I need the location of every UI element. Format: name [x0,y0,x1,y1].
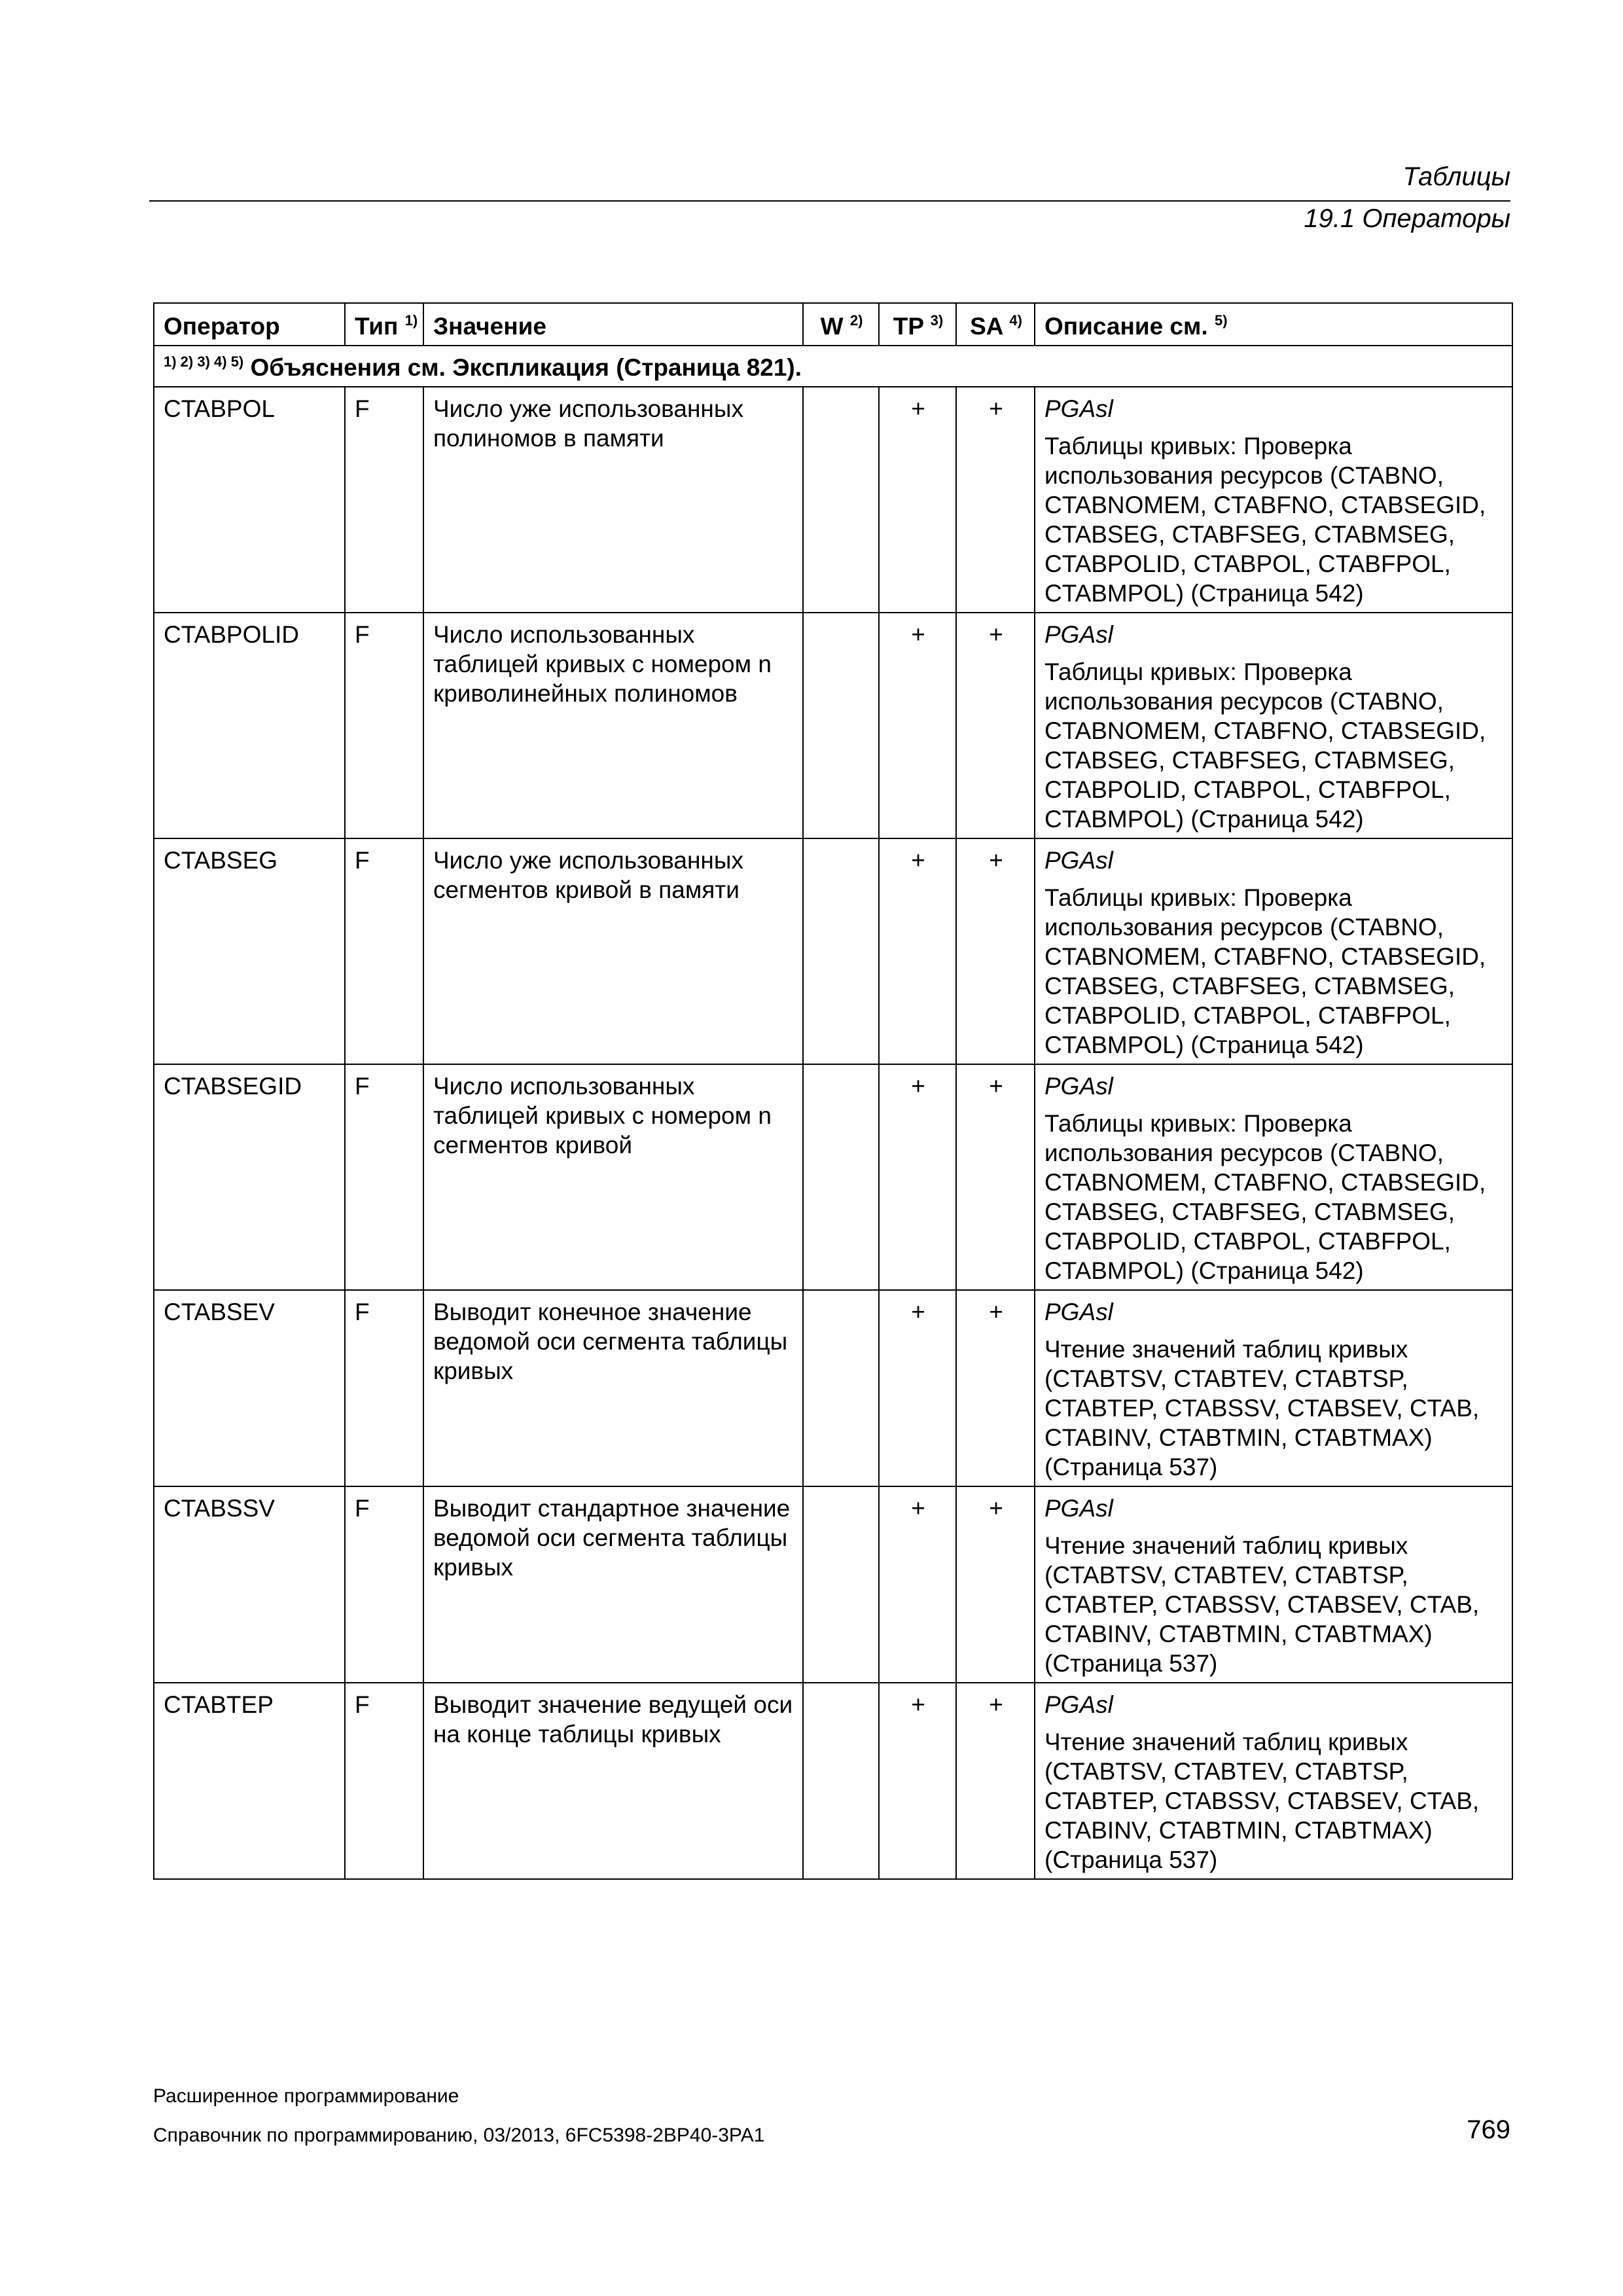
running-header-section: 19.1 Операторы [1304,204,1510,233]
col-header-operator: Оператор [154,303,345,346]
table-row [154,1290,1512,1486]
cell-type: F [345,387,423,613]
reference-tag: PGAsl [1044,1495,1113,1522]
cell-meaning: Число использованных таблицей кривых с номером n криволинейных полиномов [423,613,803,838]
footnote-row [154,346,1512,387]
cell-sa: + [956,1290,1035,1486]
footer-doc-info: Справочник по программированию, 03/2013, 6FC5398-2BP40-3PA1 [153,2125,765,2146]
cell-type: F [345,1683,423,1879]
footnote-cell [154,346,1512,387]
table-row [154,1683,1512,1879]
reference-tag: PGAsl [1044,1691,1113,1718]
cell-description [1035,1486,1512,1683]
table-row [154,1064,1512,1290]
col-header-description: Описание см. $^{5)}$ [1035,303,1512,346]
reference-tag: PGAsl [1044,1073,1113,1100]
reference-tag: PGAsl [1044,847,1113,874]
cell-operator: CTABSEG [154,838,345,1064]
table-row [154,838,1512,1064]
cell-operator: CTABSSV [154,1486,345,1683]
cell-type: F [345,613,423,838]
cell-w [803,387,879,613]
cell-w [803,838,879,1064]
cell-tp: + [879,838,956,1064]
cell-meaning: Число уже использованных сегментов кривой в памяти [423,838,803,1064]
cell-operator: CTABSEGID [154,1064,345,1290]
cell-operator: CTABPOLID [154,613,345,838]
running-header-title: Таблицы [1402,162,1510,191]
col-header-w: W $^{2)}$ [803,303,879,346]
cell-meaning: Выводит конечное значение ведомой оси сегмента таблицы кривых [423,1290,803,1486]
cell-sa: + [956,1683,1035,1879]
reference-tag: PGAsl [1044,395,1113,422]
footnote-marks: 1) 2) 3) 4) 5) [164,353,244,370]
reference-link[interactable]: Таблицы кривых: Проверка использования ресурсов (CTABNO, CTABNOMEM, CTABFNO, CTABSEGID, CTABSEG, CTABFSEG, CTABMSEG, CTABPOLID, CTABPOL, CTABFPOL, CTABMPOL) (Страница 542) [1044,1110,1486,1284]
footnote-text: Объяснения см. Экспликация (Страница 821). [250,354,802,381]
cell-operator: CTABPOL [154,387,345,613]
cell-w [803,1683,879,1879]
cell-tp: + [879,1290,956,1486]
reference-link[interactable]: Таблицы кривых: Проверка использования ресурсов (CTABNO, CTABNOMEM, CTABFNO, CTABSEGID, CTABSEG, CTABFSEG, CTABMSEG, CTABPOLID, CTABPOL, CTABFPOL, CTABMPOL) (Страница 542) [1044,658,1486,833]
cell-operator: CTABSEV [154,1290,345,1486]
cell-meaning: Число использованных таблицей кривых с номером n сегментов кривой [423,1064,803,1290]
cell-sa: + [956,387,1035,613]
cell-type: F [345,838,423,1064]
cell-tp: + [879,1486,956,1683]
cell-meaning: Выводит значение ведущей оси на конце таблицы кривых [423,1683,803,1879]
cell-sa: + [956,613,1035,838]
cell-description [1035,1683,1512,1879]
table-row [154,613,1512,838]
table-row [154,1486,1512,1683]
reference-link[interactable]: Чтение значений таблиц кривых (CTABTSV, CTABTEV, CTABTSP, CTABTEP, CTABSSV, CTABSEV, CTAB, CTABINV, CTABTMIN, CTABTMAX) (Страница 537) [1044,1532,1480,1677]
cell-description [1035,613,1512,838]
page-number: 769 [1467,2115,1510,2144]
cell-w [803,613,879,838]
cell-w [803,1064,879,1290]
cell-tp: + [879,387,956,613]
operators-table [153,302,1513,1880]
reference-link[interactable]: Таблицы кривых: Проверка использования ресурсов (CTABNO, CTABNOMEM, CTABFNO, CTABSEGID, CTABSEG, CTABFSEG, CTABMSEG, CTABPOLID, CTABPOL, CTABFPOL, CTABMPOL) (Страница 542) [1044,433,1486,607]
cell-operator: CTABTEP [154,1683,345,1879]
cell-tp: + [879,1683,956,1879]
col-header-type: Тип $^{1)}$ [345,303,423,346]
table-row [154,387,1512,613]
cell-meaning: Выводит стандартное значение ведомой оси сегмента таблицы кривых [423,1486,803,1683]
cell-description [1035,1064,1512,1290]
table-header-row [154,303,1512,346]
cell-w [803,1486,879,1683]
col-header-meaning: Значение [423,303,803,346]
reference-tag: PGAsl [1044,1299,1113,1325]
cell-type: F [345,1290,423,1486]
reference-link[interactable]: Таблицы кривых: Проверка использования ресурсов (CTABNO, CTABNOMEM, CTABFNO, CTABSEGID, CTABSEG, CTABFSEG, CTABMSEG, CTABPOLID, CTABPOL, CTABFPOL, CTABMPOL) (Страница 542) [1044,884,1486,1058]
cell-tp: + [879,1064,956,1290]
cell-w [803,1290,879,1486]
col-header-sa: SA $^{4)}$ [956,303,1035,346]
reference-link[interactable]: Чтение значений таблиц кривых (CTABTSV, CTABTEV, CTABTSP, CTABTEP, CTABSSV, CTABSEV, CTAB, CTABINV, CTABTMIN, CTABTMAX) (Страница 537) [1044,1729,1480,1873]
cell-sa: + [956,1064,1035,1290]
cell-type: F [345,1486,423,1683]
cell-sa: + [956,1486,1035,1683]
cell-description [1035,838,1512,1064]
reference-tag: PGAsl [1044,621,1113,648]
cell-description [1035,387,1512,613]
cell-sa: + [956,838,1035,1064]
col-header-tp: TP $^{3)}$ [879,303,956,346]
footer-doc-title: Расширенное программирование [153,2085,459,2107]
cell-tp: + [879,613,956,838]
cell-meaning: Число уже использованных полиномов в памяти [423,387,803,613]
reference-link[interactable]: Чтение значений таблиц кривых (CTABTSV, CTABTEV, CTABTSP, CTABTEP, CTABSSV, CTABSEV, CTAB, CTABINV, CTABTMIN, CTABTMAX) (Страница 537) [1044,1336,1480,1480]
cell-type: F [345,1064,423,1290]
header-rule [149,200,1510,202]
cell-description [1035,1290,1512,1486]
